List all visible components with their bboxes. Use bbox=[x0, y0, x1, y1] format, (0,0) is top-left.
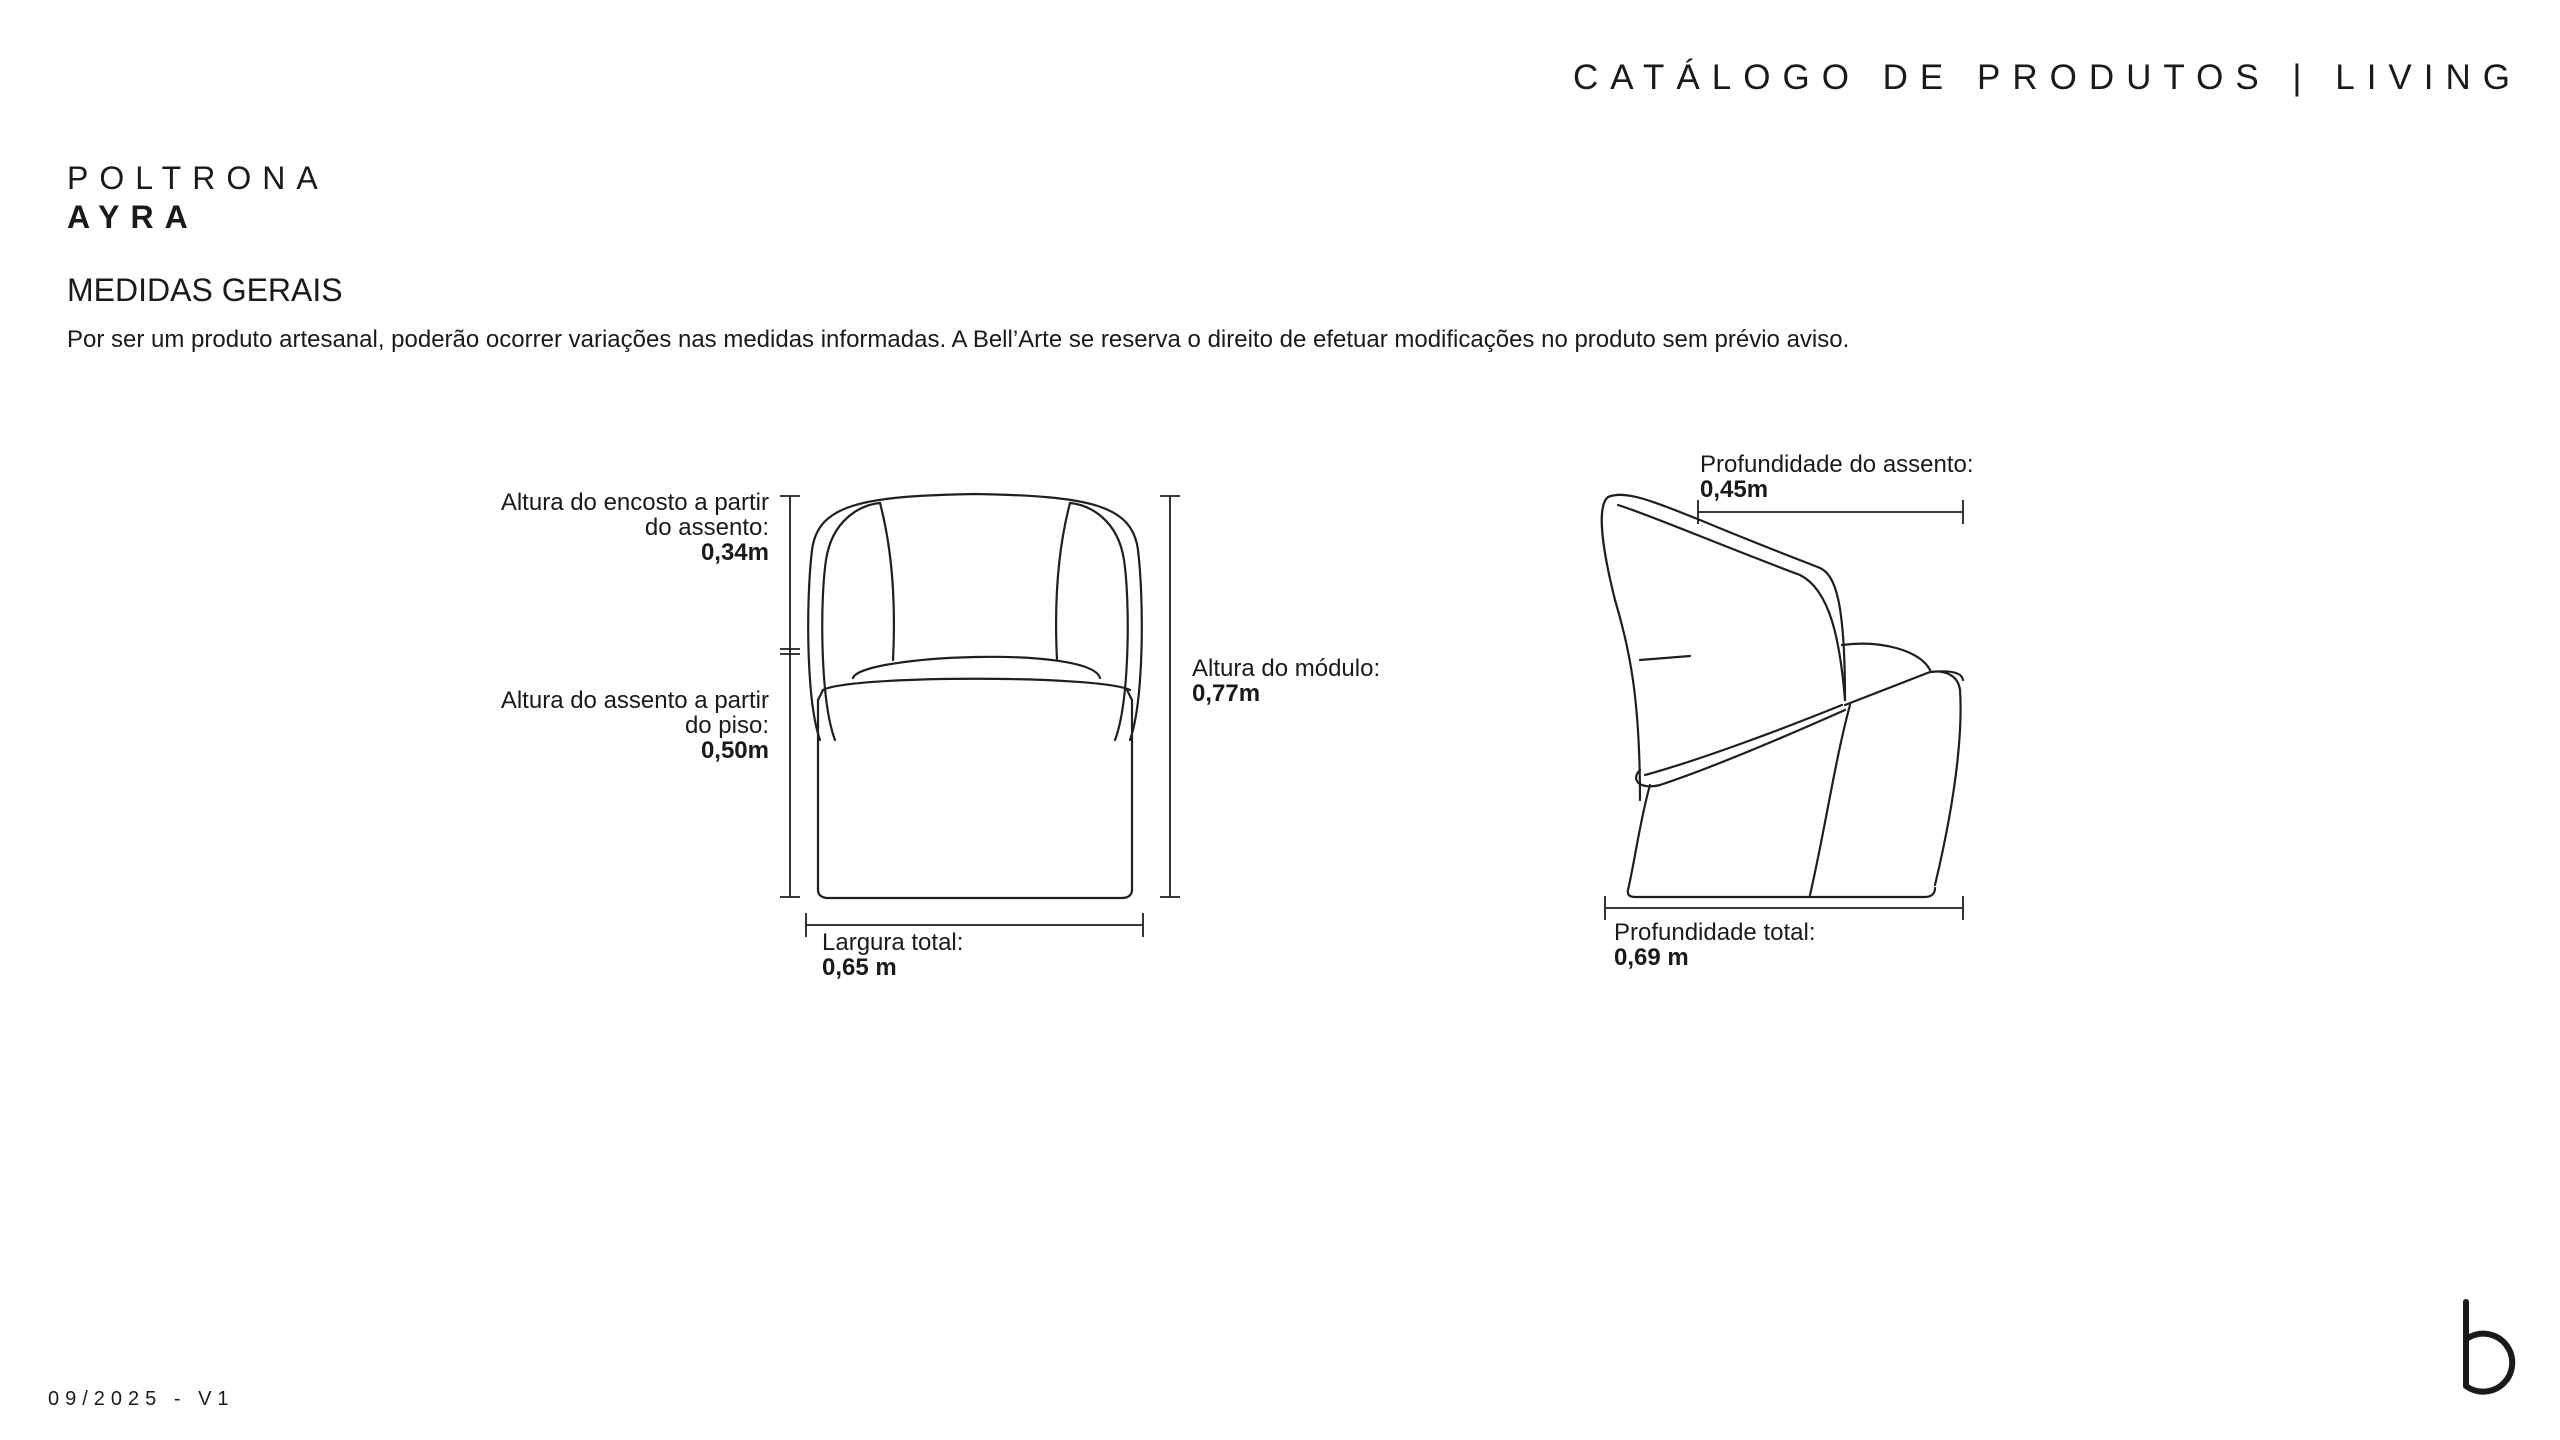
seat-depth-label-text: Profundidade do assento: bbox=[1700, 451, 1974, 478]
backrest-height-label-line2: do assento: bbox=[644, 514, 769, 541]
seat-height-label-line2: do piso: bbox=[684, 712, 769, 739]
seat-height-value: 0,50m bbox=[700, 737, 769, 764]
product-type: POLTRONA bbox=[67, 160, 329, 196]
backrest-height-label-line1: Altura do encosto a partir bbox=[500, 489, 769, 516]
total-width-value: 0,65 m bbox=[822, 954, 897, 981]
total-depth-value: 0,69 m bbox=[1614, 944, 1689, 971]
catalog-title: CATÁLOGO DE PRODUTOS | LIVING bbox=[1573, 58, 2522, 97]
seat-depth-value: 0,45m bbox=[1700, 476, 1769, 503]
section-title: MEDIDAS GERAIS bbox=[67, 272, 343, 308]
disclaimer-text: Por ser um produto artesanal, poderão ocorrer variações nas medidas informadas. A Bell’Arte se reserva o direito de efetuar modificações no produto sem prévio aviso. bbox=[67, 326, 1850, 353]
footer-version: 09/2025 - V1 bbox=[48, 1388, 235, 1410]
total-depth-label-text: Profundidade total: bbox=[1614, 919, 1816, 946]
seat-height-label-line1: Altura do assento a partir bbox=[500, 687, 769, 714]
module-height-value: 0,77m bbox=[1192, 680, 1261, 707]
backrest-height-value: 0,34m bbox=[700, 539, 769, 566]
module-height-label-text: Altura do módulo: bbox=[1192, 655, 1381, 682]
product-name: AYRA bbox=[67, 199, 199, 235]
total-width-label-text: Largura total: bbox=[822, 929, 964, 956]
